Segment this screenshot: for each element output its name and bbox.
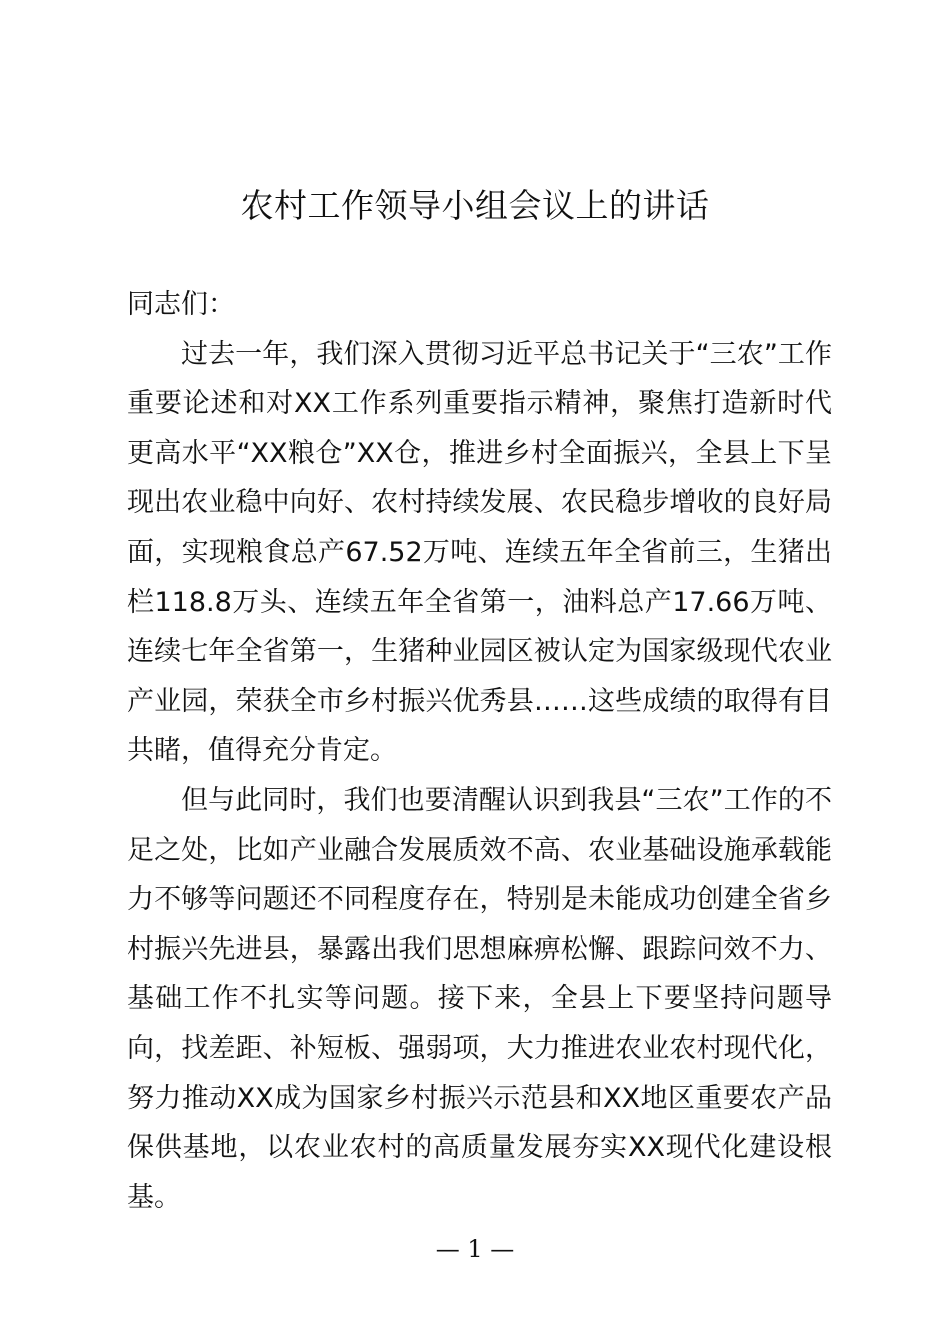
paragraph: 但与此同时，我们也要清醒认识到我县“三农”工作的不足之处，比如产业融合发展质效不高、农业基础设施承载能力不够等问题还不同程度存在，特别是未能成功创建全省乡村振兴先进县，暴露出我们思想麻痹松懈、跟踪问效不力、基础工作不扎实等问题。接下来，全县上下要坚持问题导向，找差距、补短板、强弱项，大力推进农业农村现代化，努力推动XX成为国家乡村振兴示范县和XX地区重要农产品保供基地，以农业农村的高质量发展夯实XX现代化建设根基。: [127, 784, 832, 1213]
salutation: 同志们：: [127, 289, 235, 320]
paragraph: 过去一年，我们深入贯彻习近平总书记关于“三农”工作重要论述和对XX工作系列重要指示精神，聚焦打造新时代更高水平“XX粮仓”XX仓，推进乡村全面振兴，全县上下呈现出农业稳中向好、农村持续发展、农民稳步增收的良好局面，实现粮食总产67.52万吨、连续五年全省前三，生猪出栏118.8万头、连续五年全省第一，油料总产17.66万吨、连续七年全省第一，生猪种业园区被认定为国家级现代农业产业园，荣获全市乡村振兴优秀县……这些成绩的取得有目共睹，值得充分肯定。: [127, 338, 832, 767]
document-title: 农村工作领导小组会议上的讲话: [240, 186, 710, 225]
document-body: [127, 280, 832, 1222]
page-number: — 1 —: [435, 1235, 515, 1263]
